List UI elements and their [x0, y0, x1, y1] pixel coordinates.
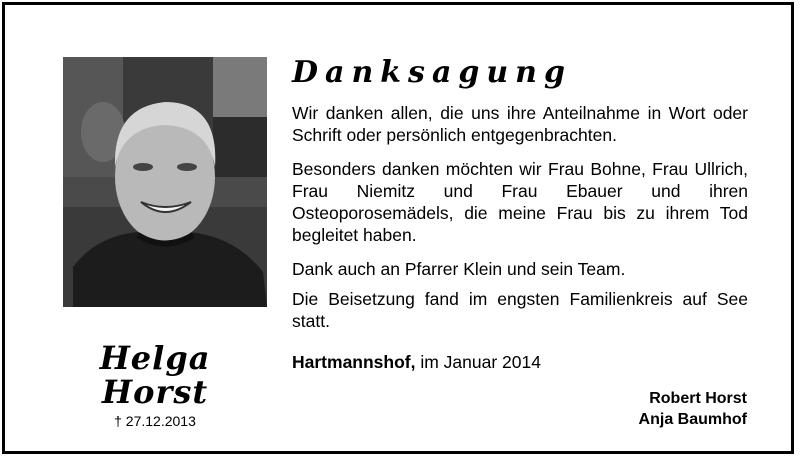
signature-2: Anja Baumhof	[638, 411, 747, 428]
death-date: † 27.12.2013	[114, 413, 196, 429]
paragraph-thanks: Wir danken allen, die uns ihre Anteilnahme in Wort oder Schrift oder persönlich entgegenbrachten.	[292, 103, 748, 145]
paragraph-burial: Die Beisetzung fand im engsten Familienkreis auf See statt.	[292, 289, 748, 331]
notice-title: Danksagung	[292, 55, 572, 90]
place-date-line	[292, 352, 541, 373]
obituary-card	[2, 2, 794, 454]
notice-date: im Januar 2014	[415, 352, 541, 372]
paragraph-pastor: Dank auch an Pfarrer Klein und sein Team.	[292, 259, 626, 279]
portrait-image	[63, 57, 267, 307]
deceased-first-name: Helga	[99, 339, 211, 377]
signature-1: Robert Horst	[649, 390, 747, 407]
deceased-last-name: Horst	[101, 373, 209, 411]
place-name: Hartmannshof,	[292, 352, 416, 372]
paragraph-special-thanks: Besonders danken möchten wir Frau Bohne, Frau Ullrich, Frau Niemitz und Frau Ebauer und ihren Osteoporosemädels, die meine Frau bis zu ihrem Tod begleitet haben.	[292, 159, 748, 245]
portrait-photo	[63, 57, 267, 307]
